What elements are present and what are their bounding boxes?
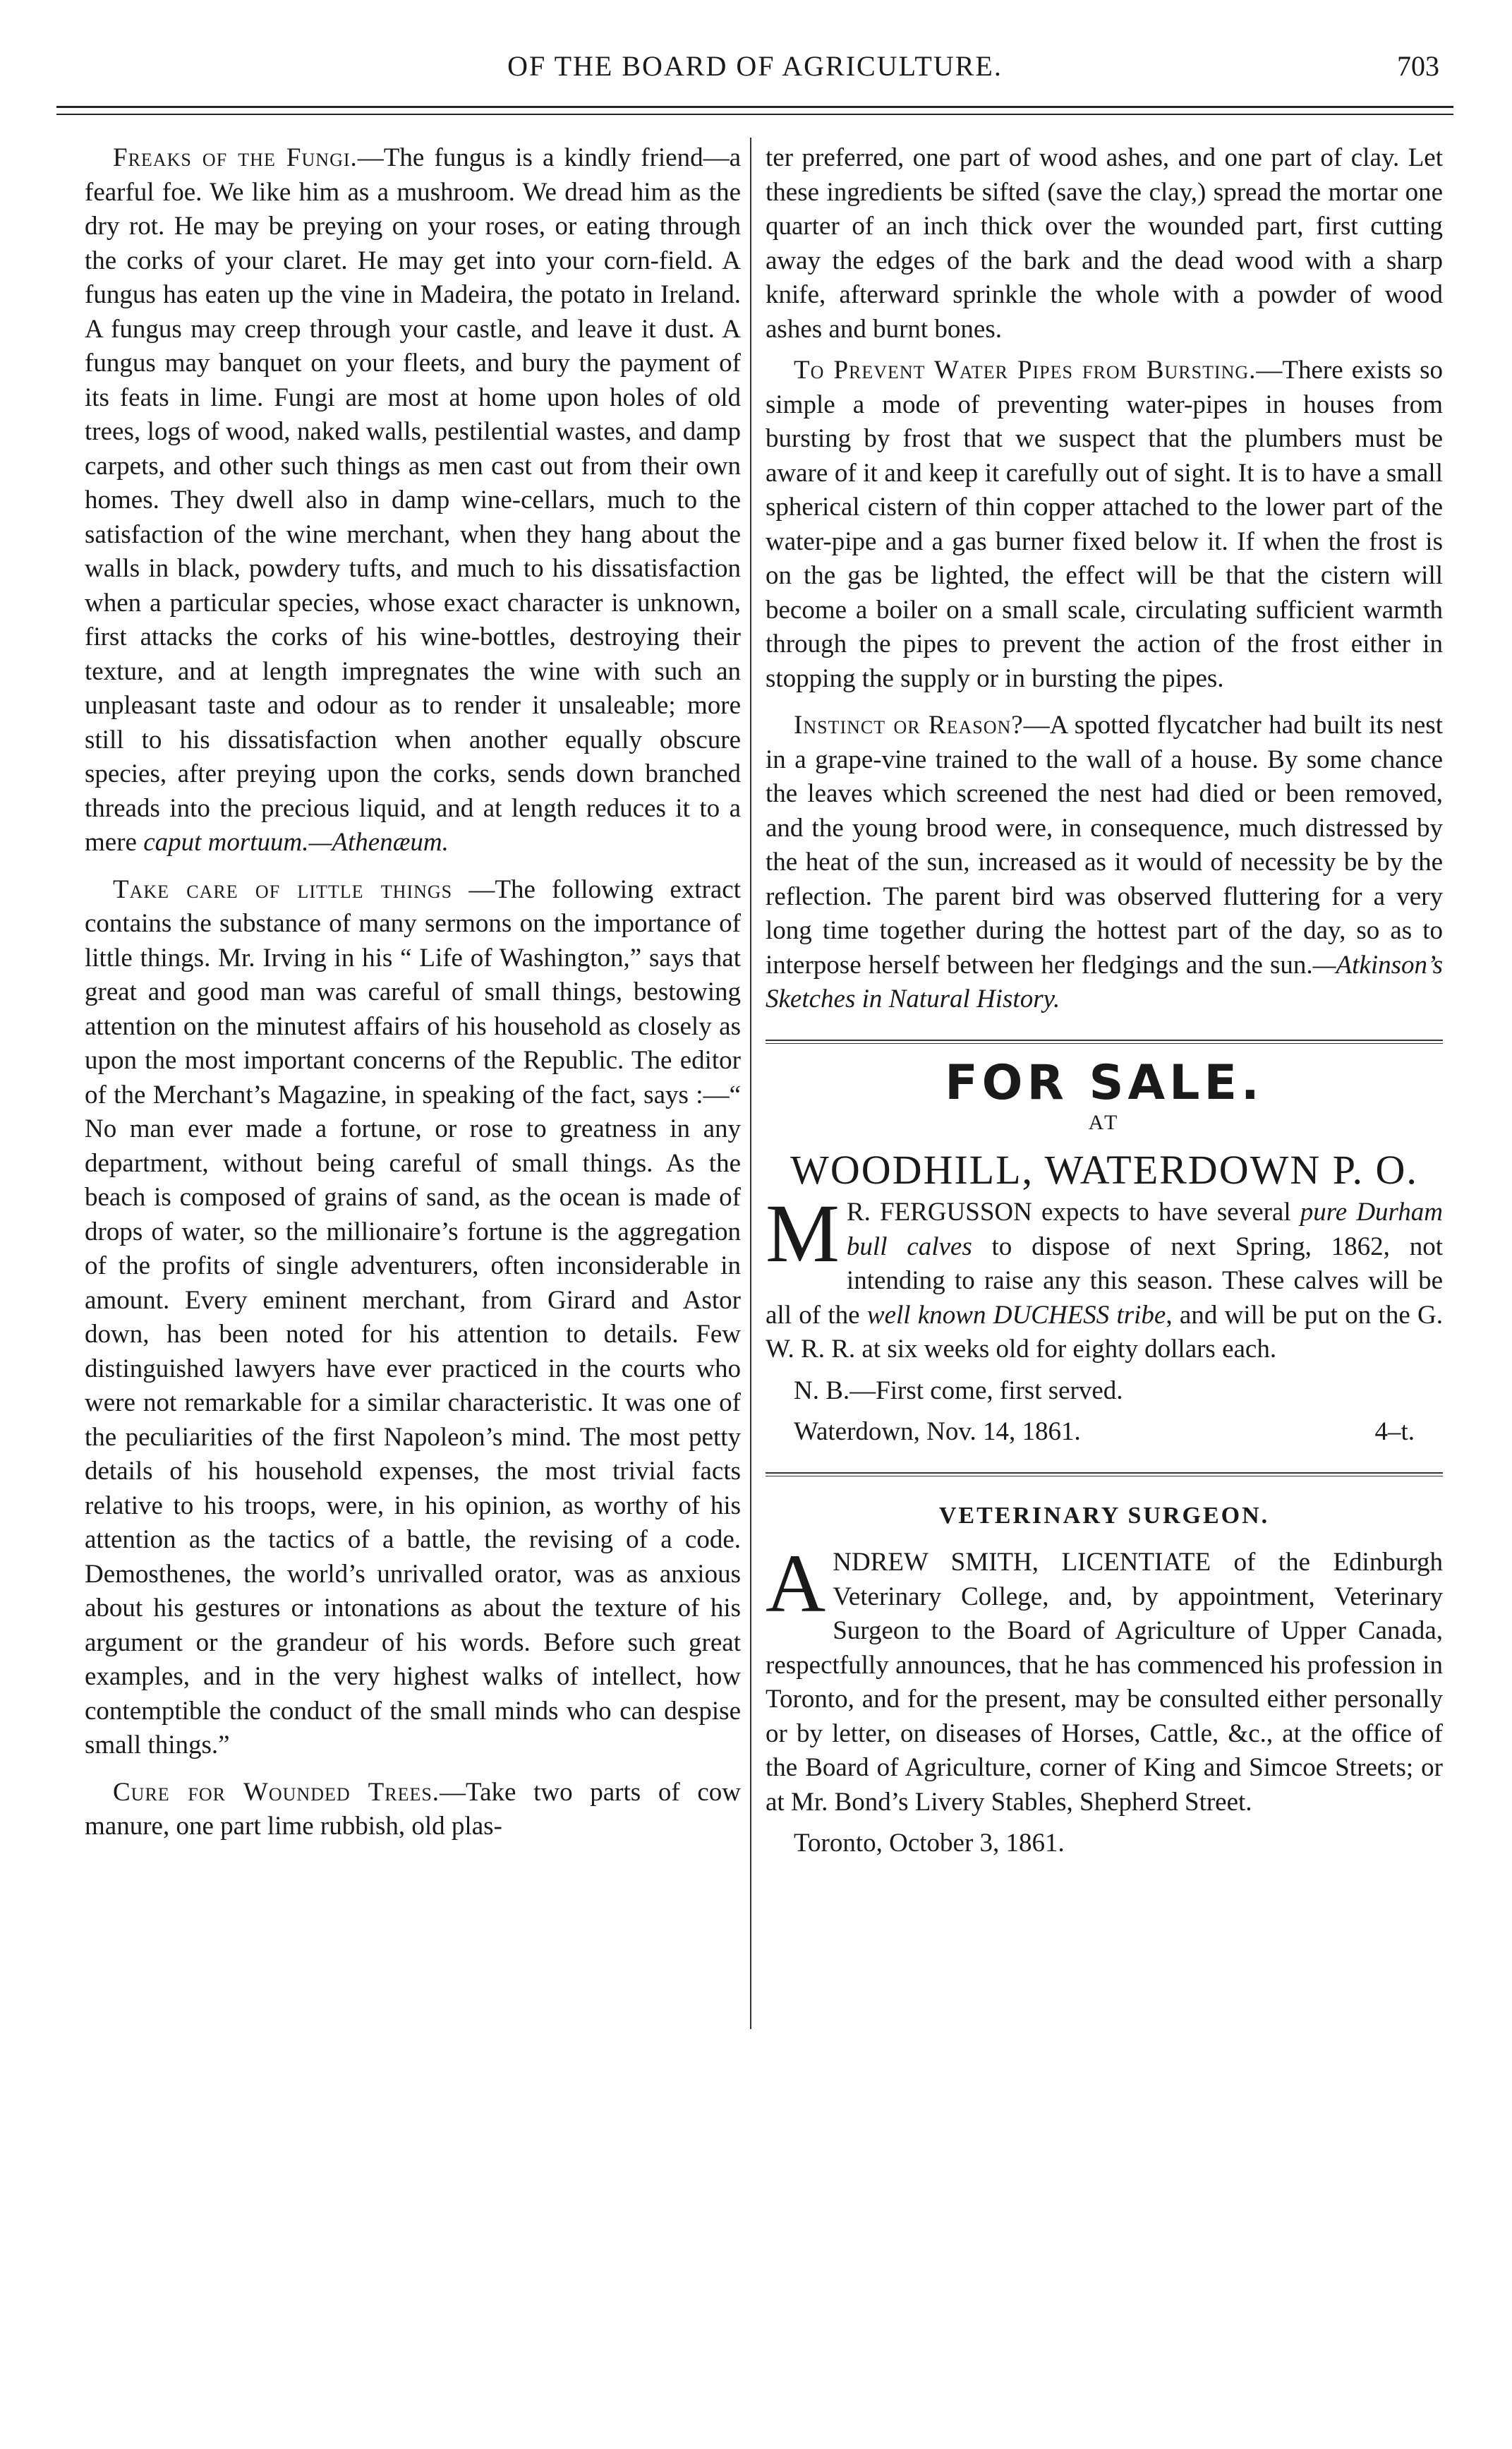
ad-title: FOR SALE. (945, 1054, 1264, 1111)
vet-advertisement (766, 1499, 1443, 1861)
ad-text (766, 1537, 1443, 1819)
header-rule (56, 106, 1453, 115)
article-water-pipes (766, 354, 1443, 696)
ad-italic: pure Durham bull calves (846, 1198, 1443, 1261)
running-title: OF THE BOARD OF AGRICULTURE. (507, 50, 1003, 82)
article-text: —There exists so simple a mode of preventing water-pipes in houses from bursting by frost that we suspect that the plumbers must be aware of it and keep it carefully out of sight. It is to have a small spherical cistern of thin copper attached to the lower part of the water-pipe and a gas burner fixed below it. If when the frost is on the gas be lighted, the effect will be that the cistern will become a boiler on a small scale, circulating sufficient warmth through the pipes to prevent the action of the frost either in stopping the supply or in bursting the pipes. (766, 356, 1443, 693)
column-divider (750, 138, 751, 2029)
article-lead: Instinct or Reason? (794, 711, 1024, 740)
ad-at: AT (1088, 1111, 1120, 1134)
article-lead: Cure for Wounded Trees. (113, 1777, 440, 1807)
ad-text-part: NDREW SMITH, LICENTIATE of the Edinburgh Veterinary College, and, by appointment, Veterinary Surgeon to the Board of Agriculture of Upper Canada, respectfully announces, that he has commenced his profession in Toronto, and for the present, may be consulted either personally or by letter, on diseases of Horses, Cattle, &c., at the office of the Board of Agriculture, corner of King and Simcoe Streets; or at Mr. Bond’s Livery Stables, Shepherd Street. (766, 1548, 1443, 1817)
article-little-things (85, 873, 741, 1763)
ad-title: VETERINARY SURGEON. (938, 1502, 1270, 1529)
ad-place: WOODHILL, WATERDOWN P. O. (790, 1146, 1418, 1193)
article-wounded-trees-cont: ter preferred, one part of wood ashes, and one part of clay. Let these ingredients be sifted (save the clay,) spread the mortar one quarter of an inch thick over the wounded part, first cutting away the edges of the bark and the dead wood with a sharp knife, afterward sprinkle the whole with a powder of wood ashes and burnt bones. (766, 143, 1443, 344)
page-header (56, 49, 1453, 92)
right-column (766, 141, 1443, 1868)
article-source: —Atkinson’s Sketches in Natural History. (766, 950, 1443, 1013)
page-number: 703 (1397, 50, 1439, 82)
drop-cap: M (766, 1187, 840, 1280)
article-lead: Freaks of the Fungi. (113, 143, 358, 172)
sale-advertisement (766, 1054, 1444, 1450)
ad-note: N. B.—First come, first served. (794, 1376, 1123, 1405)
drop-cap: A (766, 1537, 826, 1630)
article-text: —The following extract contains the substance of many sermons on the importance of little things. Mr. Irving in his “ Life of Washington,” says that great and good man was careful of small things, bestowing attention on the minutest affairs of his household as closely as upon the most important concerns of the Republic. The editor of the Merchant’s Magazine, in speaking of the fact, says :—“ No man ever made a fortune, or rose to greatness in any department, without being careful of small things. As the beach is composed of grains of sand, as the ocean is made of drops of water, so the millionaire’s fortune is the aggregation of the profits of single adventurers, often inconsiderable in amount. Every eminent merchant, from Girard and Astor down, has been noted for his attention to details. Few distinguished lawyers have ever practiced in the courts who were not remarkable for a similar characteristic. It was one of the peculiarities of the first Napoleon’s mind. The most petty details of his household expenses, the most trivial facts relative to his troops, were, in his opinion, as worthy of his attention as the tactics of a battle, the revising of a code. Demosthenes, the world’s unrivalled orator, was as anxious about his gestures or intonations as about the texture of his argument or the grandeur of his words. Before such great examples, and in the very highest walks of intellect, how contemptible the conduct of the small minds who can despise small things.” (85, 874, 741, 1759)
ad-text-part: to dispose of next Spring, 1862, not intending to raise any this season. These calves will be all of the (766, 1232, 1443, 1330)
ad-text (766, 1187, 1444, 1367)
ad-code: 4–t. (1374, 1417, 1415, 1446)
article-text: —The fungus is a kindly friend—a fearful foe. We like him as a mushroom. We dread him as the dry rot. He may be preying on your roses, or eating through the corks of your claret. He may get into your corn-field. A fungus has eaten up the vine in Madeira, the potato in Ireland. A fungus may creep through your castle, and leave it dust. A fungus may banquet on your fleets, and bury the payment of its feats in lime. Fungi are most at home upon holes of old trees, logs of wood, naked walls, pestilential wastes, and damp carpets, and other such things as men cast out from their own homes. They dwell also in damp wine-cellars, much to the satisfaction of the wine merchant, when they hang about the walls in black, powdery tufts, and much to his dissatisfaction when a particular species, whose exact character is unknown, first attacks the corks of his wine-bottles, destroying their texture, and at length impregnates the wine with such an unpleasant taste and odour as to render it unsaleable; more still to his dissatisfaction when another equally obscure species, after preying upon the corks, sends down branched threads into the precious liquid, and at length reduces it to a mere (85, 143, 742, 857)
ad-text-part: R. FERGUSSON expects to have several (846, 1198, 1300, 1227)
ad-date: Toronto, October 3, 1861. (794, 1829, 1065, 1858)
article-wounded-trees (85, 1776, 741, 1844)
article-source: —Athenæum. (308, 828, 449, 857)
left-column (85, 141, 741, 1851)
article-italic: caput mortuum. (143, 828, 309, 857)
ad-italic: well known DUCHESS tribe (866, 1300, 1166, 1330)
section-separator (766, 1472, 1443, 1476)
section-separator (766, 1040, 1443, 1044)
article-lead: To Prevent Water Pipes from Bursting. (794, 356, 1257, 385)
article-lead: Take care of little things (113, 874, 453, 904)
article-text: —Take two parts of cow manure, one part lime rubbish, old plas- (85, 1777, 741, 1841)
ad-text-part: , and will be put on the G. W. R. R. at six weeks old for eighty dollars each. (766, 1300, 1444, 1364)
article-instinct (766, 709, 1443, 1017)
ad-date: Waterdown, Nov. 14, 1861. (794, 1417, 1081, 1446)
ad-dateline (766, 1415, 1443, 1450)
article-text: —A spotted flycatcher had built its nest in a grape-vine trained to the wall of a house. By some chance the leaves which screened the nest had died or been removed, and the young brood were, in consequence, much distressed by the heat of the sun, increased as it would of necessity be by the reflection. The parent bird was observed fluttering for a very long time together during the hottest part of the day, so as to interpose herself between her fledgings and the sun. (766, 711, 1443, 980)
article-fungi (85, 141, 741, 860)
